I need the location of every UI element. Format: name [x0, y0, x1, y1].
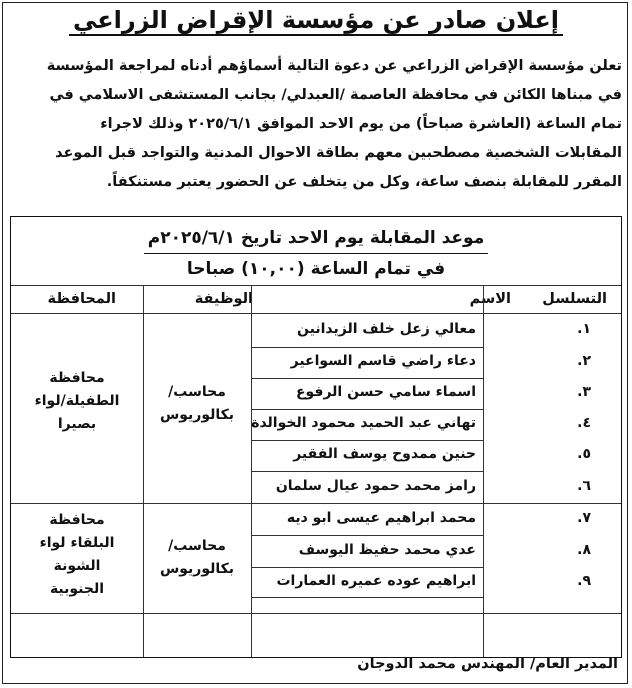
row-name: اسماء سامي حسن الرفوع	[295, 384, 476, 400]
row-name: دعاء راضي قاسم السواعير	[290, 353, 476, 369]
column-header-governorate: المحافظة	[47, 291, 116, 307]
header-divider	[11, 285, 621, 286]
row-divider	[251, 535, 483, 536]
column-divider	[143, 285, 144, 657]
row-name: معالي زعل خلف الزيدانين	[297, 321, 476, 337]
column-header-divider	[11, 313, 621, 314]
row-serial: ٧.	[577, 510, 591, 526]
row-divider	[251, 409, 483, 410]
governorate-group-1: محافظة الطفيلة/لواء بصيرا	[34, 370, 120, 432]
interview-table	[10, 216, 622, 658]
job-group-1: محاسب/ بكالوريوس	[159, 384, 235, 423]
column-header-name: الاسم	[469, 291, 511, 307]
table-bottom-line	[11, 613, 621, 614]
row-divider	[251, 471, 483, 472]
intro-line: تمام الساعة (العاشرة صباحاً) من يوم الاحد الموافق ٢٠٢٥/٦/١ وذلك لاجراء	[100, 116, 622, 132]
intro-paragraph	[10, 52, 622, 197]
row-serial: ٢.	[577, 353, 591, 369]
row-name: رامز محمد حمود عيال سلمان	[275, 478, 476, 494]
column-header-job: الوظيفة	[194, 291, 253, 307]
interview-time: في تمام الساعة (١٠,٠٠) صباحا	[186, 259, 446, 279]
column-divider	[483, 285, 484, 657]
row-serial: ٨.	[577, 542, 591, 558]
interview-date-header	[11, 223, 621, 284]
row-serial: ٣.	[577, 384, 591, 400]
row-serial: ٦.	[577, 478, 591, 494]
row-divider	[251, 347, 483, 348]
row-name: عدي محمد حفيظ اليوسف	[298, 542, 476, 558]
signature: المدير العام/ المهندس محمد الدوجان	[357, 656, 618, 672]
intro-line: المقرر للمقابلة بنصف ساعة، وكل من يتخلف عن الحضور يعتبر مستنكفاً.	[106, 174, 622, 190]
row-serial: ٥.	[577, 446, 591, 462]
row-name: ابراهيم عوده عميره العمارات	[276, 573, 476, 589]
row-name: محمد ابراهيم عيسى ابو ديه	[286, 510, 476, 526]
row-serial: ٩.	[577, 573, 591, 589]
group-divider	[11, 503, 621, 504]
row-name: تهاني عبد الحميد محمود الخوالدة	[251, 415, 476, 431]
row-serial: ١.	[577, 321, 591, 337]
interview-date: موعد المقابلة يوم الاحد تاريخ ٢٠٢٥/٦/١م	[144, 223, 488, 254]
row-divider	[251, 567, 483, 568]
row-divider	[251, 440, 483, 441]
intro-line: تعلن مؤسسة الإقراض الزراعي عن دعوة التالية أسماؤهم أدناه لمراجعة المؤسسة	[46, 58, 622, 74]
column-header-serial: التسلسل	[542, 291, 607, 307]
intro-line: في مبناها الكائن في محافظة العاصمة /العبدلي/ بجانب المستشفى الاسلامي في	[49, 87, 622, 103]
announcement-title: إعلان صادر عن مؤسسة الإقراض الزراعي	[0, 6, 632, 34]
job-group-2: محاسب/ بكالوريوس	[159, 538, 235, 577]
governorate-group-2: محافظة البلقاء لواء الشونة الجنوبية	[39, 512, 115, 597]
row-divider	[251, 597, 483, 598]
row-name: حنين ممدوح يوسف الفقير	[293, 446, 476, 462]
intro-line: المقابلات الشخصية مصطحبين معهم بطاقة الاحوال المدنية والتواجد قبل الموعد	[55, 145, 622, 161]
row-divider	[251, 378, 483, 379]
row-serial: ٤.	[577, 415, 591, 431]
